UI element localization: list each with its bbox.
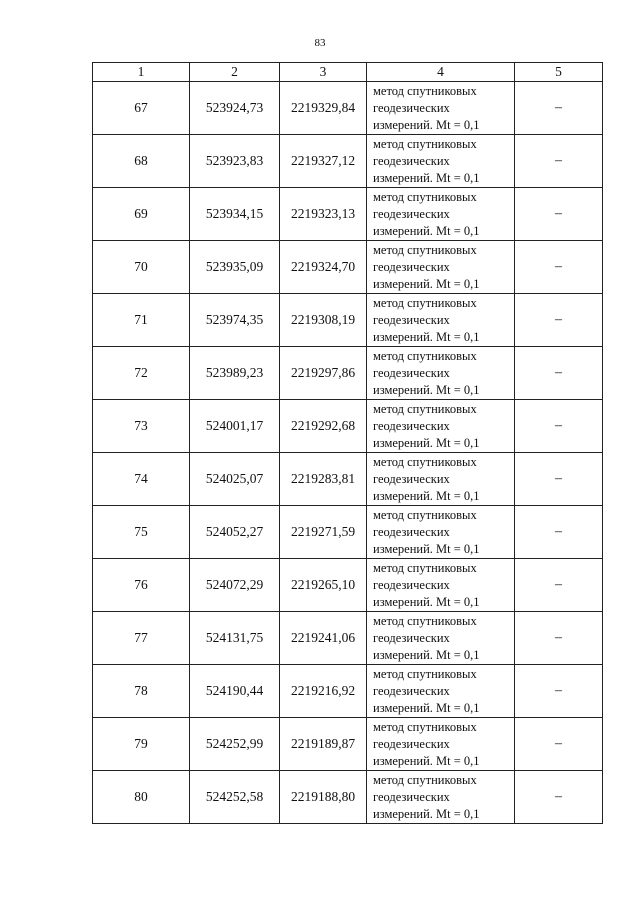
table-row	[93, 665, 603, 718]
coord-y: 2219265,10	[280, 559, 367, 612]
method-line-2: геодезических	[373, 418, 450, 433]
method-description	[367, 559, 515, 612]
method-description	[367, 241, 515, 294]
method-line-2: геодезических	[373, 524, 450, 539]
coord-y: 2219271,59	[280, 506, 367, 559]
table-row	[93, 506, 603, 559]
method-line-3: измерений. Mt = 0,1	[373, 594, 480, 609]
method-description	[367, 400, 515, 453]
table-row	[93, 347, 603, 400]
note-dash: –	[515, 665, 603, 718]
coord-y: 2219308,19	[280, 294, 367, 347]
point-number: 79	[93, 718, 190, 771]
coord-y: 2219216,92	[280, 665, 367, 718]
method-line-2: геодезических	[373, 365, 450, 380]
table-row	[93, 559, 603, 612]
coord-x: 524252,58	[190, 771, 280, 824]
coord-y: 2219297,86	[280, 347, 367, 400]
point-number: 76	[93, 559, 190, 612]
method-line-2: геодезических	[373, 100, 450, 115]
method-line-1: метод спутниковых	[373, 189, 477, 204]
method-description	[367, 135, 515, 188]
header-col-5: 5	[515, 63, 603, 82]
point-number: 75	[93, 506, 190, 559]
note-dash: –	[515, 718, 603, 771]
coord-x: 524052,27	[190, 506, 280, 559]
coord-x: 523934,15	[190, 188, 280, 241]
coord-y: 2219324,70	[280, 241, 367, 294]
method-line-2: геодезических	[373, 789, 450, 804]
coordinates-table	[92, 62, 603, 824]
table-row	[93, 612, 603, 665]
table-row	[93, 241, 603, 294]
coord-x: 523989,23	[190, 347, 280, 400]
table-row	[93, 718, 603, 771]
header-col-4: 4	[367, 63, 515, 82]
coord-x: 523974,35	[190, 294, 280, 347]
page-number: 83	[314, 37, 326, 49]
method-line-3: измерений. Mt = 0,1	[373, 382, 480, 397]
note-dash: –	[515, 771, 603, 824]
note-dash: –	[515, 347, 603, 400]
method-line-3: измерений. Mt = 0,1	[373, 117, 480, 132]
method-description	[367, 506, 515, 559]
note-dash: –	[515, 559, 603, 612]
method-description	[367, 453, 515, 506]
method-line-3: измерений. Mt = 0,1	[373, 329, 480, 344]
coord-y: 2219292,68	[280, 400, 367, 453]
table-row	[93, 135, 603, 188]
method-line-3: измерений. Mt = 0,1	[373, 647, 480, 662]
method-line-2: геодезических	[373, 312, 450, 327]
method-line-3: измерений. Mt = 0,1	[373, 435, 480, 450]
method-line-1: метод спутниковых	[373, 560, 477, 575]
coord-y: 2219188,80	[280, 771, 367, 824]
point-number: 78	[93, 665, 190, 718]
point-number: 72	[93, 347, 190, 400]
coord-x: 524252,99	[190, 718, 280, 771]
method-line-1: метод спутниковых	[373, 772, 477, 787]
coord-y: 2219189,87	[280, 718, 367, 771]
method-line-3: измерений. Mt = 0,1	[373, 223, 480, 238]
method-line-1: метод спутниковых	[373, 348, 477, 363]
coord-x: 524131,75	[190, 612, 280, 665]
point-number: 69	[93, 188, 190, 241]
method-description	[367, 188, 515, 241]
coord-x: 524072,29	[190, 559, 280, 612]
method-line-2: геодезических	[373, 683, 450, 698]
header-col-3: 3	[280, 63, 367, 82]
coord-x: 523923,83	[190, 135, 280, 188]
note-dash: –	[515, 241, 603, 294]
coord-y: 2219283,81	[280, 453, 367, 506]
method-line-3: измерений. Mt = 0,1	[373, 541, 480, 556]
method-line-1: метод спутниковых	[373, 454, 477, 469]
table-header-row	[93, 63, 603, 82]
table-row	[93, 771, 603, 824]
coord-x: 524190,44	[190, 665, 280, 718]
method-line-1: метод спутниковых	[373, 613, 477, 628]
coord-y: 2219241,06	[280, 612, 367, 665]
coord-x: 523924,73	[190, 82, 280, 135]
coord-y: 2219327,12	[280, 135, 367, 188]
coord-y: 2219329,84	[280, 82, 367, 135]
method-description	[367, 771, 515, 824]
table-row	[93, 188, 603, 241]
coord-x: 523935,09	[190, 241, 280, 294]
note-dash: –	[515, 135, 603, 188]
note-dash: –	[515, 82, 603, 135]
method-line-3: измерений. Mt = 0,1	[373, 488, 480, 503]
point-number: 70	[93, 241, 190, 294]
note-dash: –	[515, 506, 603, 559]
method-line-2: геодезических	[373, 206, 450, 221]
method-line-3: измерений. Mt = 0,1	[373, 806, 480, 821]
method-description	[367, 718, 515, 771]
method-line-2: геодезических	[373, 153, 450, 168]
coord-y: 2219323,13	[280, 188, 367, 241]
method-line-1: метод спутниковых	[373, 83, 477, 98]
method-line-2: геодезических	[373, 577, 450, 592]
method-line-3: измерений. Mt = 0,1	[373, 700, 480, 715]
table-row	[93, 294, 603, 347]
method-description	[367, 612, 515, 665]
method-description	[367, 665, 515, 718]
method-line-1: метод спутниковых	[373, 401, 477, 416]
method-line-3: измерений. Mt = 0,1	[373, 170, 480, 185]
header-col-2: 2	[190, 63, 280, 82]
note-dash: –	[515, 294, 603, 347]
method-description	[367, 294, 515, 347]
point-number: 74	[93, 453, 190, 506]
point-number: 80	[93, 771, 190, 824]
method-line-1: метод спутниковых	[373, 136, 477, 151]
method-line-1: метод спутниковых	[373, 666, 477, 681]
method-line-1: метод спутниковых	[373, 507, 477, 522]
method-line-1: метод спутниковых	[373, 242, 477, 257]
method-line-2: геодезических	[373, 471, 450, 486]
method-description	[367, 347, 515, 400]
point-number: 68	[93, 135, 190, 188]
table-row	[93, 453, 603, 506]
method-line-2: геодезических	[373, 630, 450, 645]
point-number: 71	[93, 294, 190, 347]
method-line-2: геодезических	[373, 259, 450, 274]
table-row	[93, 82, 603, 135]
table-row	[93, 400, 603, 453]
coord-x: 524025,07	[190, 453, 280, 506]
point-number: 77	[93, 612, 190, 665]
method-line-1: метод спутниковых	[373, 719, 477, 734]
coord-x: 524001,17	[190, 400, 280, 453]
method-line-1: метод спутниковых	[373, 295, 477, 310]
note-dash: –	[515, 612, 603, 665]
note-dash: –	[515, 188, 603, 241]
method-line-3: измерений. Mt = 0,1	[373, 753, 480, 768]
table-body	[93, 82, 603, 824]
method-line-3: измерений. Mt = 0,1	[373, 276, 480, 291]
note-dash: –	[515, 453, 603, 506]
point-number: 67	[93, 82, 190, 135]
method-description	[367, 82, 515, 135]
note-dash: –	[515, 400, 603, 453]
method-line-2: геодезических	[373, 736, 450, 751]
point-number: 73	[93, 400, 190, 453]
header-col-1: 1	[93, 63, 190, 82]
